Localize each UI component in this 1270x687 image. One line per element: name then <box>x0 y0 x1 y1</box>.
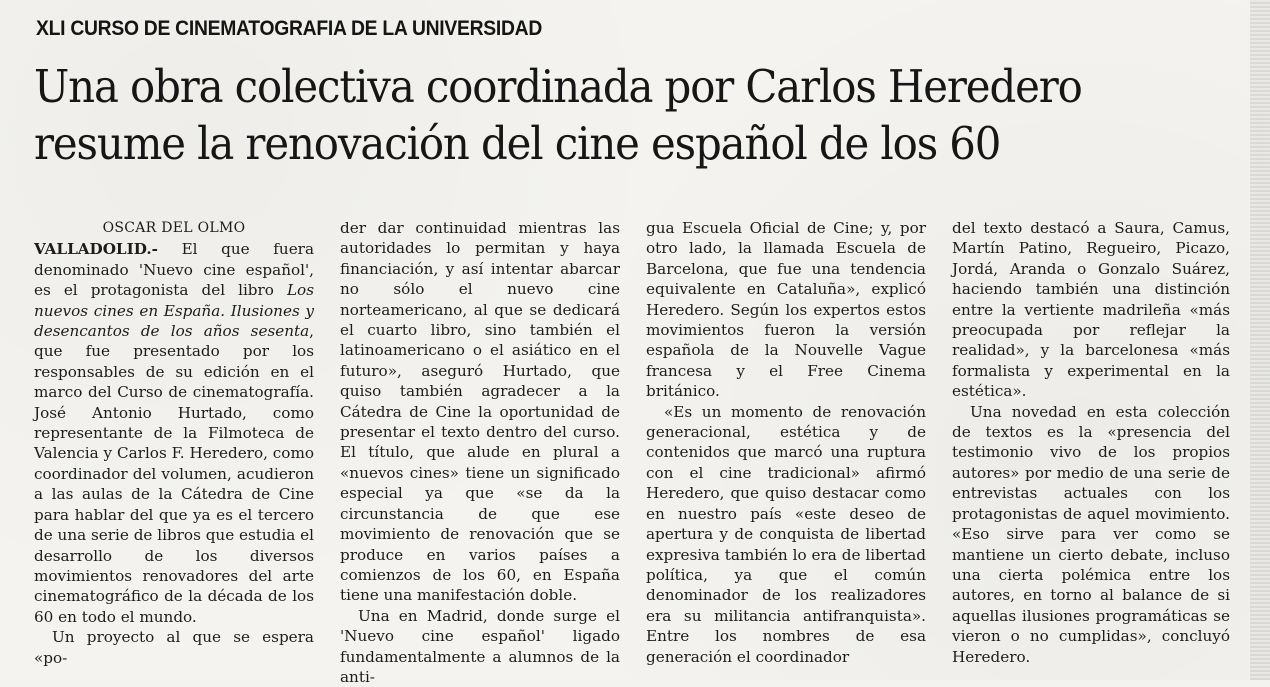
section-kicker: XLI CURSO DE CINEMATOGRAFIA DE LA UNIVERSIDAD <box>36 17 543 40</box>
paragraph-1-part-b: , que fue presentado por los responsables de su edición en el marco del Curso de cinematografía. José Antonio Hurtado, como representante de la Filmoteca de Valencia y Carlos F. Heredero, como coordinador del volumen, acudieron a las aulas de la Cátedra de Cine para hablar del que ya es el tercero de una serie de libros que estudia el desarrollo de los diversos movimientos renovadores del arte cinematográfico de la década de los 60 en todo el mundo. <box>34 322 314 626</box>
paragraph-1-part-a: El que fuera denominado 'Nuevo cine español', es el protagonista del libro <box>34 240 314 300</box>
paragraph-2-start: Un proyecto al que se espera «po- <box>34 628 314 667</box>
column-2 <box>340 218 620 687</box>
paragraph-5: Una novedad en esta colección de textos es la «presencia del testimonio vivo de los propios autores» por medio de una serie de entrevistas actuales con los protagonistas de aquel movimiento. «Eso sirve para ver como se mantiene un cierto debate, incluso una cierta polémica entre los autores, en torno al balance de si aquellas ilusiones programáticas se vieron o no cumplidas», concluyó Heredero. <box>952 402 1230 666</box>
paragraph-3-start: Una en Madrid, donde surge el 'Nuevo cine español' ligado fundamentalmente a alumnos de la anti- <box>340 606 620 686</box>
headline <box>34 58 1244 172</box>
paragraph-4-start: «Es un momento de renovación generacional, estética y de contenidos que marcó una ruptura con el cine tradicional» afirmó Heredero, que quiso destacar como en nuestro país «este deseo de apertura y de conquista de libertad expresiva también lo era de libertad política, ya que el común denominador de los realizadores era su militancia antifranquista». Entre los nombres de esa generación el coordinador <box>646 402 926 666</box>
article-body <box>34 218 1254 686</box>
byline: OSCAR DEL OLMO <box>102 220 246 236</box>
paragraph-4-continued: del texto destacó a Saura, Camus, Martín Patino, Regueiro, Picazo, Jordá, Aranda o Gonzalo Suárez, haciendo también una distinción entre la vertiente madrileña «más preocupada por reflejar la realidad», y la barcelonesa «más formalista y experimental en la estética». <box>952 219 1230 401</box>
column-1 <box>34 218 314 668</box>
column-3 <box>646 218 926 667</box>
paragraph-1 <box>34 239 314 627</box>
headline-line-1: Una obra colectiva coordinada por Carlos Heredero <box>34 60 1082 113</box>
paragraph-3-continued: gua Escuela Oficial de Cine; y, por otro lado, la llamada Escuela de Barcelona, que fue una tendencia equivalente en Cataluña», explicó Heredero. Según los expertos estos movimientos fueron la versión española de la Nouvelle Vague francesa y el Free Cinema británico. <box>646 219 926 401</box>
column-4 <box>952 218 1230 667</box>
book-title: Los nuevos cines en España. Ilusiones y desencantos de los años sesenta <box>34 281 314 341</box>
dateline: VALLADOLID.- <box>34 240 158 259</box>
headline-line-2: resume la renovación del cine español de los 60 <box>34 117 1001 170</box>
paragraph-2-continued: der dar continuidad mientras las autoridades lo permitan y haya financiación, y así intentar abarcar no sólo el nuevo cine norteamericano, al que se dedicará el cuarto libro, sino también el latinoamericano o el asiático en el futuro», aseguró Hurtado, que quiso también agradecer a la Cátedra de Cine la oportunidad de presentar el texto dentro del curso. El título, que alude en plural a «nuevos cines» tiene un significado especial ya que «se da la circunstancia de que ese movimiento de renovación que se produce en varios países a comienzos de los 60, en España tiene una manifestación doble. <box>340 219 620 605</box>
